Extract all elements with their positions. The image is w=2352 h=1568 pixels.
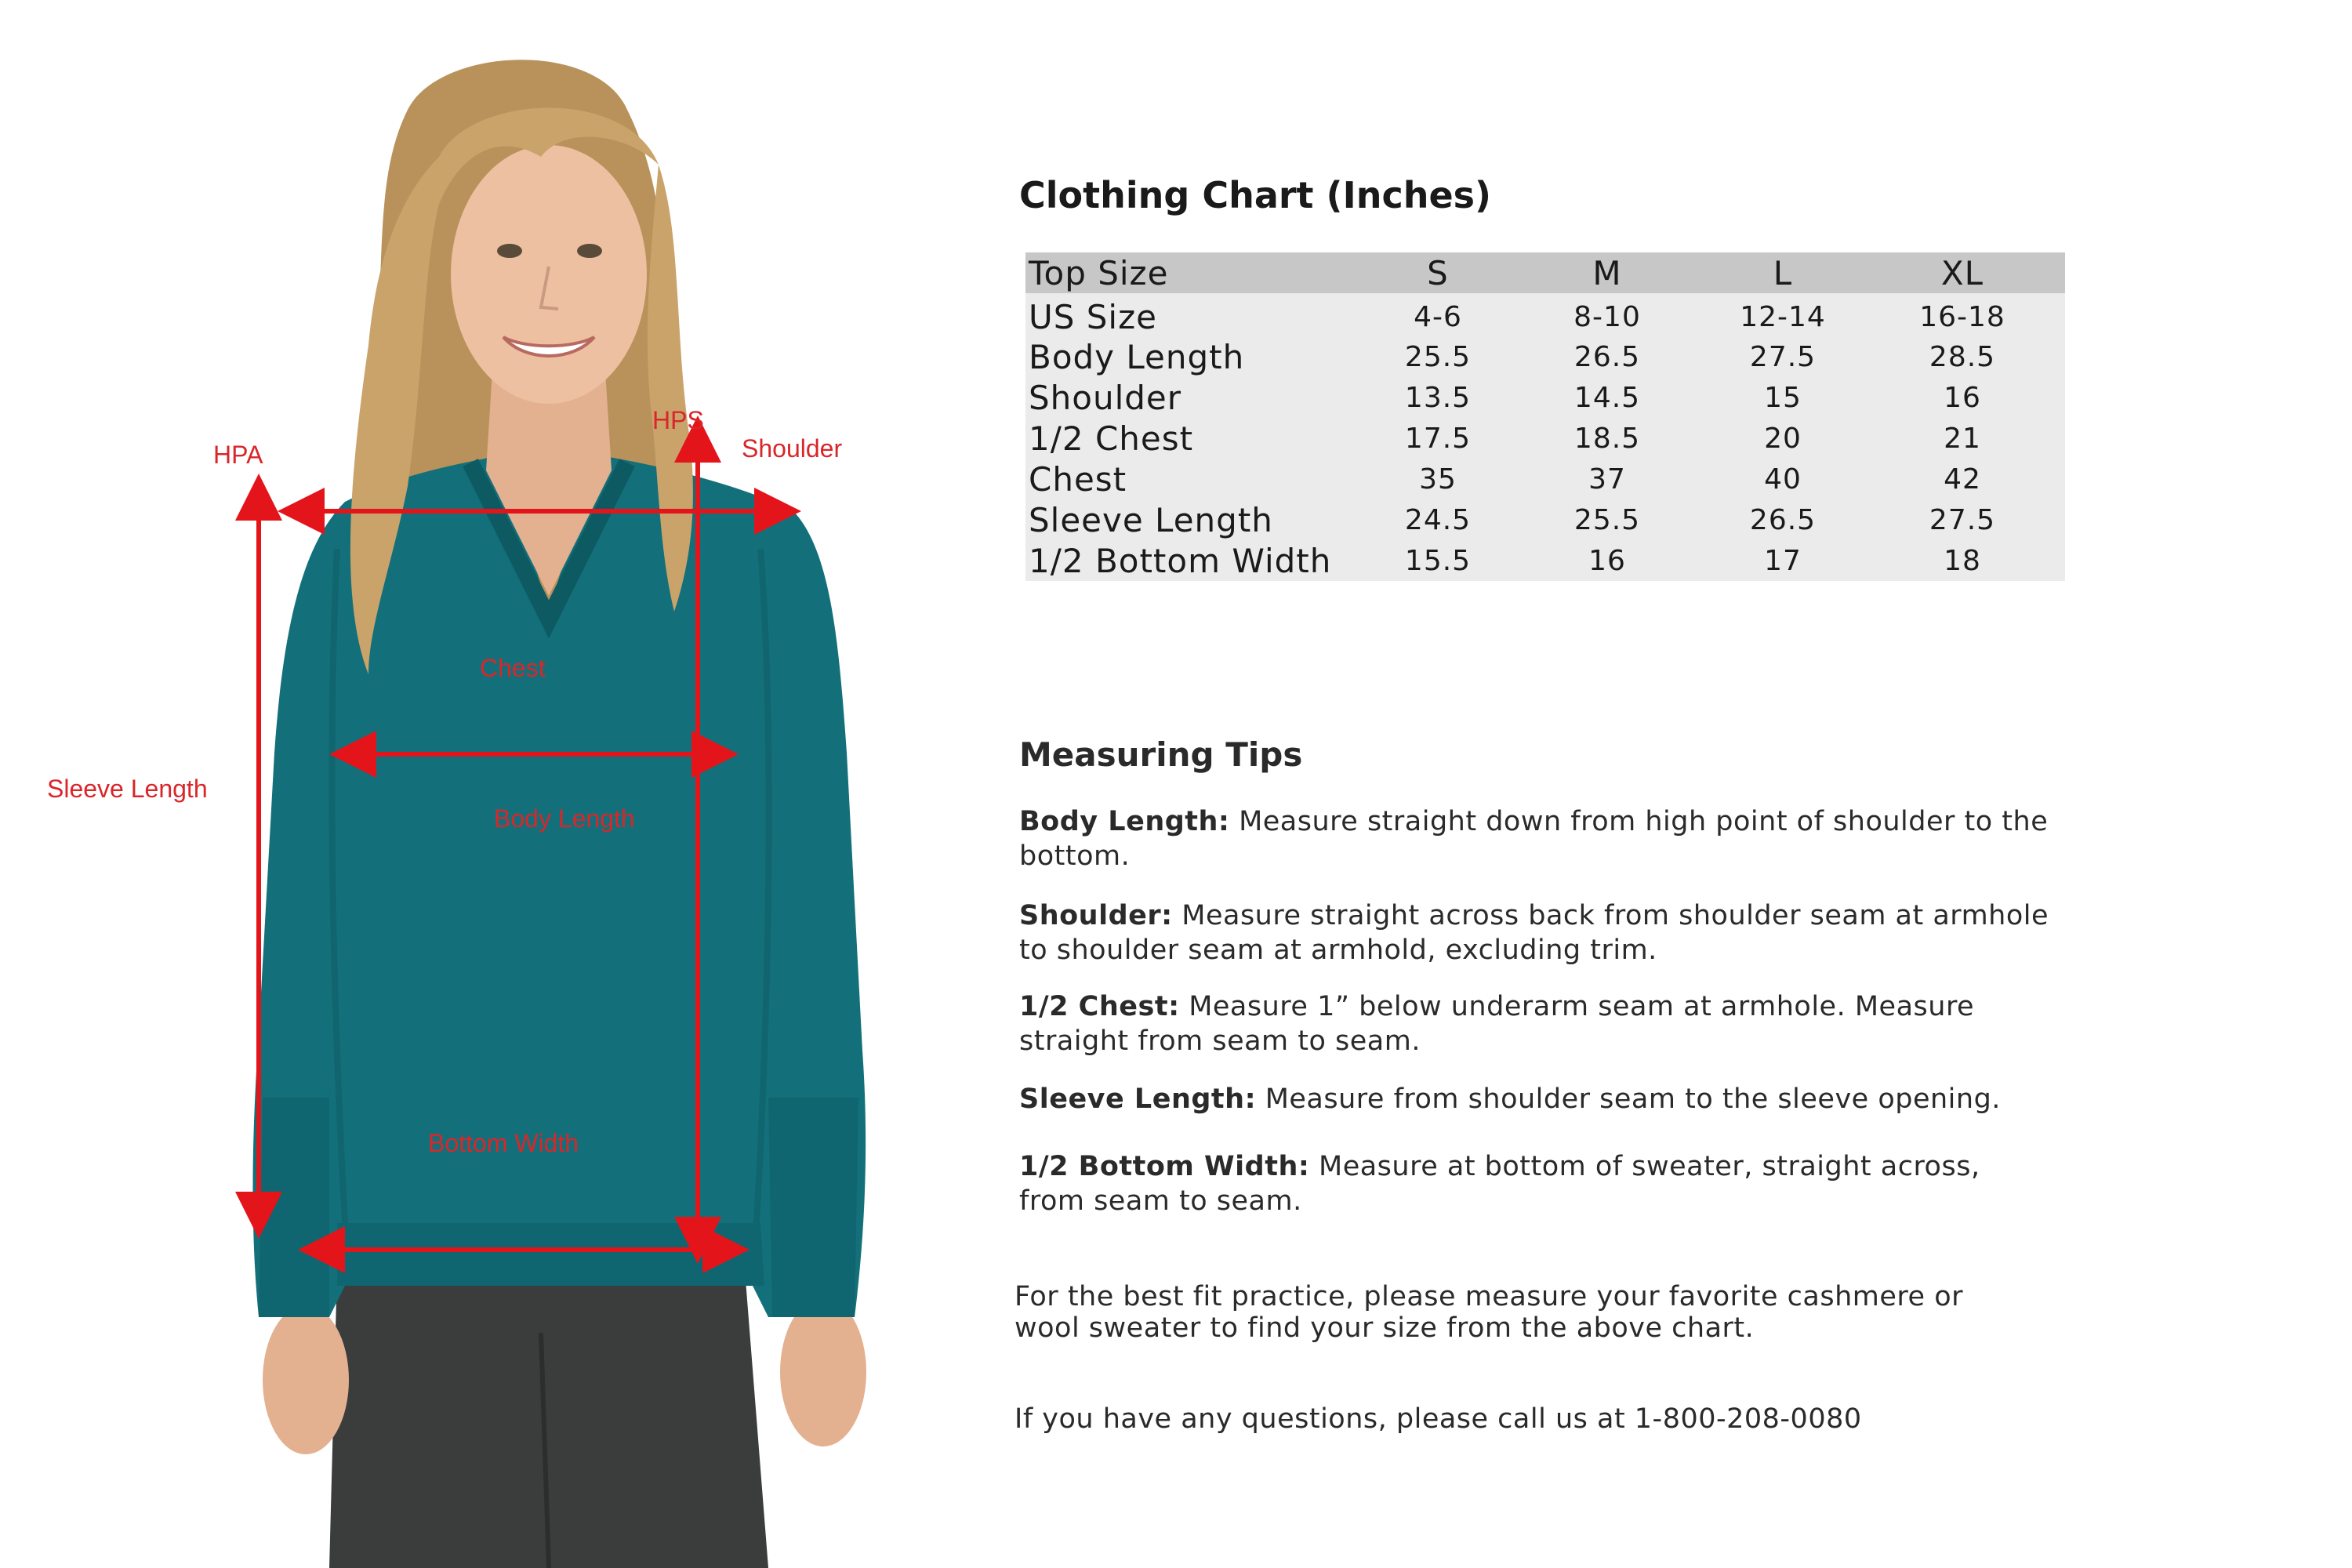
cell-value: 18 — [1944, 544, 1981, 577]
cell-value: 16-18 — [1919, 301, 2005, 333]
header-size: XL — [1940, 253, 1984, 292]
cell-value: 15 — [1764, 381, 1802, 414]
table-row — [1025, 499, 2065, 540]
cell-value: 20 — [1764, 422, 1802, 455]
cell-value: 28.5 — [1929, 340, 1996, 373]
label-bottom-width: Bottom Width — [428, 1129, 579, 1157]
row-label: 1/2 Chest — [1029, 419, 1194, 458]
cell-value: 26.5 — [1749, 503, 1817, 536]
cell-value: 25.5 — [1404, 340, 1472, 373]
tip-text: Measure 1” below underarm seam at armhole. Measure straight from seam to seam. — [1019, 991, 1975, 1057]
label-shoulder: Shoulder — [742, 434, 843, 463]
table-row — [1025, 377, 2065, 418]
tip-sleeve-length — [1019, 1082, 2054, 1116]
contact-note: If you have any questions, please call us at 1-800-208-0080 — [1014, 1403, 1862, 1435]
table-row — [1025, 418, 2065, 459]
cell-value: 27.5 — [1749, 340, 1817, 373]
model-illustration — [0, 0, 972, 1568]
label-hps: HPS — [652, 406, 704, 434]
right-hand — [780, 1298, 866, 1446]
tip-term: 1/2 Bottom Width: — [1019, 1151, 1310, 1182]
row-label: US Size — [1029, 298, 1157, 336]
tip-text: Measure at bottom of sweater, straight across, from seam to seam. — [1019, 1151, 1980, 1217]
row-label: 1/2 Bottom Width — [1029, 541, 1332, 580]
header-top-size: Top Size — [1029, 253, 1169, 292]
cell-value: 13.5 — [1404, 381, 1472, 414]
cell-value: 42 — [1944, 463, 1981, 495]
chart-title: Clothing Chart (Inches) — [1019, 174, 1492, 216]
cell-value: 14.5 — [1573, 381, 1641, 414]
label-chest: Chest — [480, 654, 546, 682]
table-row — [1025, 540, 2065, 581]
cell-value: 16 — [1588, 544, 1626, 577]
cell-value: 17 — [1764, 544, 1802, 577]
header-size: S — [1427, 253, 1449, 292]
tip-half-chest — [1019, 989, 2054, 1058]
tip-body-length — [1019, 804, 2054, 873]
cell-value: 17.5 — [1404, 422, 1472, 455]
cell-value: 37 — [1588, 463, 1626, 495]
cell-value: 35 — [1419, 463, 1457, 495]
cell-value: 15.5 — [1404, 544, 1472, 577]
cell-value: 12-14 — [1740, 301, 1826, 333]
left-hand — [263, 1305, 349, 1454]
size-chart-table — [1025, 252, 2065, 581]
tip-text: Measure from shoulder seam to the sleeve opening. — [1256, 1083, 2001, 1115]
row-label: Sleeve Length — [1029, 500, 1273, 539]
table-row — [1025, 336, 2065, 377]
cell-value: 24.5 — [1404, 503, 1472, 536]
row-label: Chest — [1029, 459, 1127, 499]
row-label: Body Length — [1029, 337, 1245, 376]
table-row — [1025, 459, 2065, 499]
fit-note: For the best fit practice, please measure your favorite cashmere or wool sweater to find your size from the above chart. — [1014, 1281, 1963, 1344]
label-body-length: Body Length — [494, 804, 635, 833]
table-row — [1025, 293, 2065, 336]
tip-term: 1/2 Chest: — [1019, 991, 1180, 1022]
table-header-row — [1025, 252, 2065, 293]
cell-value: 25.5 — [1573, 503, 1641, 536]
cell-value: 18.5 — [1573, 422, 1641, 455]
label-sleeve-length: Sleeve Length — [47, 775, 208, 803]
tip-half-bottom-width — [1019, 1149, 2054, 1218]
cell-value: 21 — [1944, 422, 1981, 455]
tip-text: Measure straight down from high point of shoulder to the bottom. — [1019, 806, 2049, 872]
cell-value: 16 — [1944, 381, 1981, 414]
header-size: L — [1773, 253, 1793, 292]
tip-term: Body Length: — [1019, 806, 1230, 837]
cell-value: 4-6 — [1414, 301, 1462, 333]
cell-value: 26.5 — [1573, 340, 1641, 373]
tip-term: Sleeve Length: — [1019, 1083, 1257, 1115]
cell-value: 27.5 — [1929, 503, 1996, 536]
row-label: Shoulder — [1029, 378, 1182, 417]
tip-shoulder — [1019, 898, 2054, 967]
tip-term: Shoulder: — [1019, 900, 1173, 931]
header-size: M — [1592, 253, 1622, 292]
cell-value: 40 — [1764, 463, 1802, 495]
cell-value: 8-10 — [1573, 301, 1641, 333]
tips-title: Measuring Tips — [1019, 735, 1303, 774]
label-hpa: HPA — [213, 441, 263, 469]
tip-text: Measure straight across back from shoulder seam at armhole to shoulder seam at armhold, excluding trim. — [1019, 900, 2049, 966]
